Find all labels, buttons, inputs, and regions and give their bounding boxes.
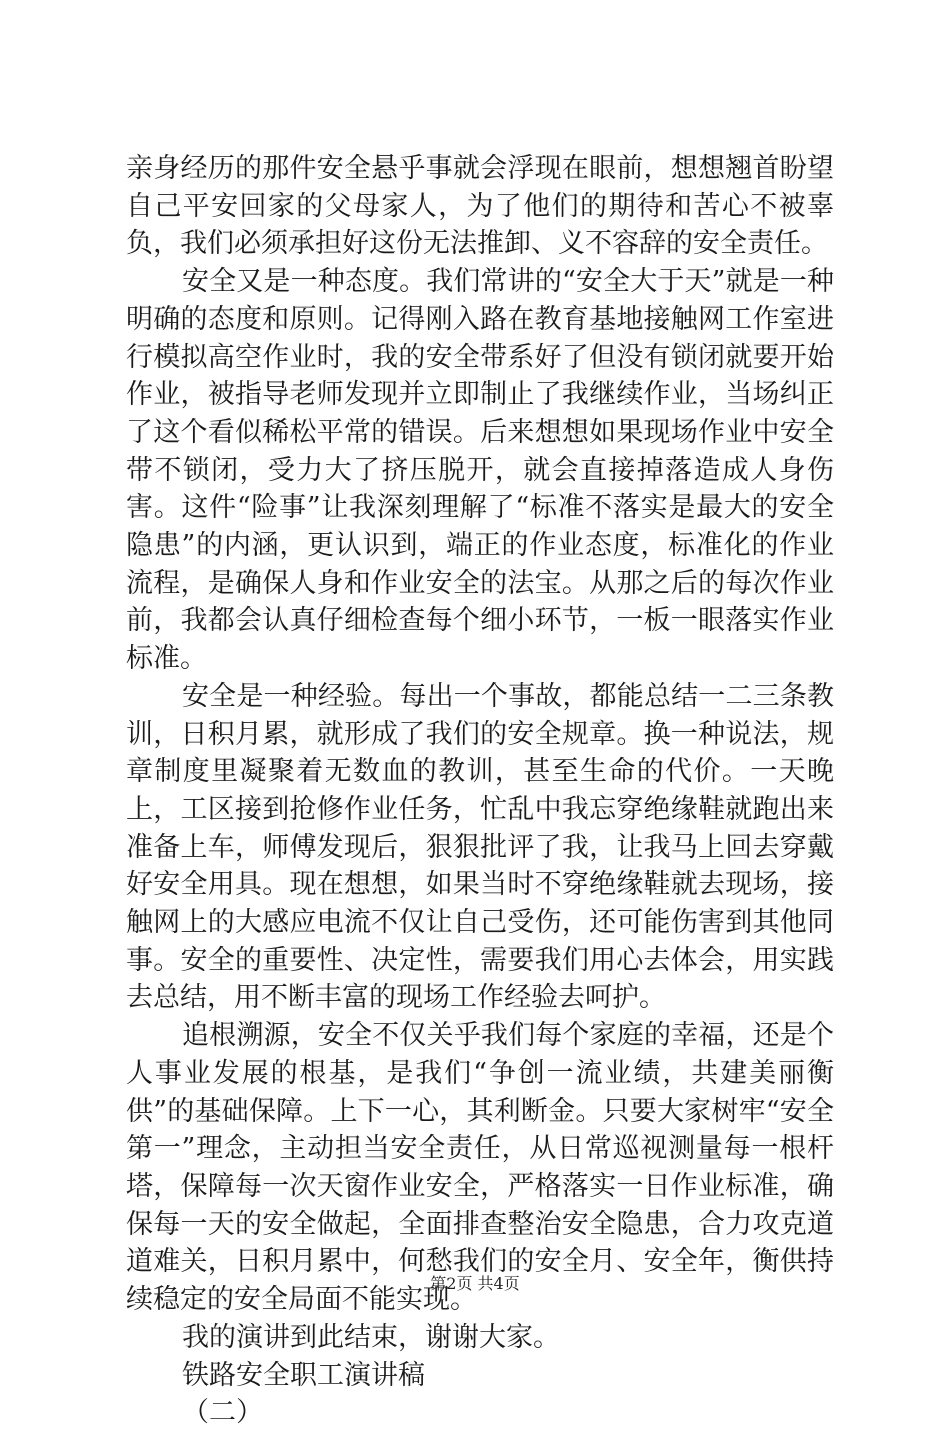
section-number: （二） <box>182 1397 263 1429</box>
paragraph-safety-experience: 安全是一种经验。每出一个事故，都能总结一二三条教训，日积月累，就形成了我们的安全规章。换一种说法，规章制度里凝聚着无数血的教训，甚至生命的代价。一天晚上，工区接到抢修作业任务，忙乱中我忘穿绝缘鞋就跑出来准备上车，师傅发现后，狠狠批评了我，让我马上回去穿戴好安全用具。现在想想，如果当时不穿绝缘鞋就去现场，接触网上的大感应电流不仅让自己受伤，还可能伤害到其他同事。安全的重要性、决定性，需要我们用心去体会，用实践去总结，用不断丰富的现场工作经验去呵护。 <box>126 680 834 1014</box>
paragraph-closing-thanks: 我的演讲到此结束，谢谢大家。 <box>182 1321 560 1353</box>
section-title: 铁路安全职工演讲稿 <box>182 1359 425 1391</box>
paragraph-continuation: 亲身经历的那件安全悬乎事就会浮现在眼前，想想翘首盼望自己平安回家的父母家人，为了他们的期待和苦心不被辜负，我们必须承担好这份无法推卸、义不容辞的安全责任。 <box>126 153 834 260</box>
document-body <box>126 150 834 1432</box>
page-footer: 第2页 共4页 <box>430 1274 520 1293</box>
paragraph-conclusion: 追根溯源，安全不仅关乎我们每个家庭的幸福，还是个人事业发展的根基，是我们“争创一流业绩，共建美丽衡供”的基础保障。上下一心，其利断金。只要大家树牢“安全第一”理念，主动担当安全责任，从日常巡视测量每一根杆塔，保障每一次天窗作业安全，严格落实一日作业标准，确保每一天的安全做起，全面排查整治安全隐患，合力攻克道道难关，日积月累中，何愁我们的安全月、安全年，衡供持续稳定的安全局面不能实现。 <box>126 1020 834 1316</box>
paragraph-safety-attitude: 安全又是一种态度。我们常讲的“安全大于天”就是一种明确的态度和原则。记得刚入路在教育基地接触网工作室进行模拟高空作业时，我的安全带系好了但没有锁闭就要开始作业，被指导老师发现并立即制止了我继续作业，当场纠正了这个看似稀松平常的错误。后来想想如果现场作业中安全带不锁闭，受力大了挤压脱开，就会直接掉落造成人身伤害。这件“险事”让我深刻理解了“标准不落实是最大的安全隐患”的内涵，更认识到，端正的作业态度，标准化的作业流程，是确保人身和作业安全的法宝。从那之后的每次作业前，我都会认真仔细检查每个细小环节，一板一眼落实作业标准。 <box>126 266 834 675</box>
